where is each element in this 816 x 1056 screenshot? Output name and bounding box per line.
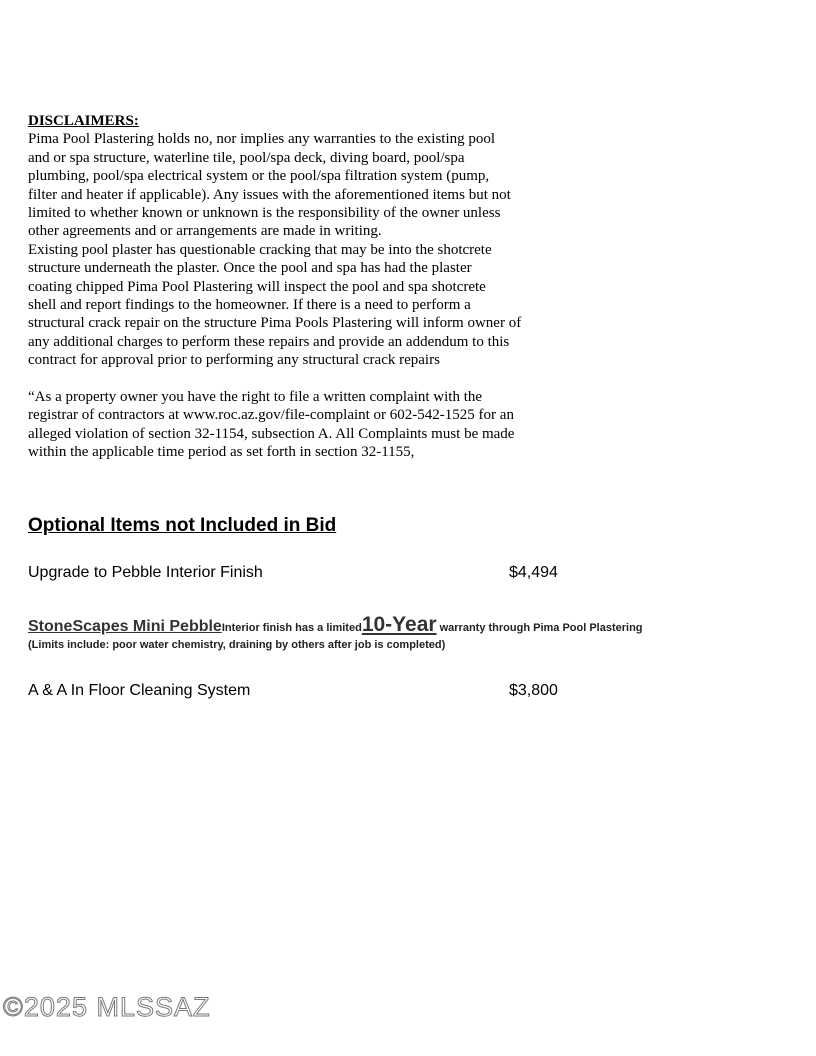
warranty-text-before: Interior finish has a limited <box>221 622 362 634</box>
warranty-text-after: warranty through Pima Pool Plastering <box>436 622 643 634</box>
complaint-line: registrar of contractors at www.roc.az.gov/file-complaint or 602-542-1525 for an <box>28 407 514 424</box>
disclaimers-section <box>28 112 588 461</box>
complaint-line: alleged violation of section 32-1154, subsection A. All Complaints must be made <box>28 425 515 442</box>
disclaimer-line: other agreements and or arrangements are made in writing. <box>28 223 382 240</box>
warranty-brand: StoneScapes Mini Pebble <box>28 618 222 635</box>
disclaimers-heading: DISCLAIMERS: <box>28 113 139 129</box>
optional-item-price: $3,800 <box>509 682 558 699</box>
disclaimer-line: structural crack repair on the structure Pima Pools Plastering will inform owner of <box>28 315 522 332</box>
complaint-line: “As a property owner you have the right to file a written complaint with the <box>28 388 483 405</box>
optional-item-price: $4,494 <box>509 564 558 581</box>
disclaimer-line: shell and report findings to the homeowner. If there is a need to perform a <box>28 297 471 314</box>
complaint-line: within the applicable time period as set forth in section 32-1155, <box>28 443 415 460</box>
optional-items-heading: Optional Items not Included in Bid <box>28 515 337 536</box>
disclaimer-line: any additional charges to perform these repairs and provide an addendum to this <box>28 333 510 350</box>
optional-item-label: Upgrade to Pebble Interior Finish <box>28 564 263 581</box>
disclaimer-line: coating chipped Pima Pool Plastering will inspect the pool and spa shotcrete <box>28 278 486 295</box>
disclaimer-line: Pima Pool Plastering holds no, nor implies any warranties to the existing pool <box>28 131 496 148</box>
warranty-term: 10-Year <box>361 613 437 636</box>
disclaimer-line: plumbing, pool/spa electrical system or the pool/spa filtration system (pump, <box>28 168 490 185</box>
watermark: ©2025 MLSSAZ <box>3 992 211 1022</box>
disclaimer-line: contract for approval prior to performing any structural crack repairs <box>28 352 440 369</box>
warranty-limits: (Limits include: poor water chemistry, draining by others after job is completed) <box>28 639 446 651</box>
warranty-line <box>28 613 643 637</box>
disclaimer-line: limited to whether known or unknown is the responsibility of the owner unless <box>28 205 501 222</box>
disclaimer-line: filter and heater if applicable). Any issues with the aforementioned items but not <box>28 186 511 203</box>
disclaimer-line: structure underneath the plaster. Once the pool and spa has had the plaster <box>28 260 472 277</box>
optional-item-label: A & A In Floor Cleaning System <box>28 682 251 699</box>
disclaimer-line: Existing pool plaster has questionable cracking that may be into the shotcrete <box>28 241 492 258</box>
disclaimer-line: and or spa structure, waterline tile, pool/spa deck, diving board, pool/spa <box>28 149 465 166</box>
